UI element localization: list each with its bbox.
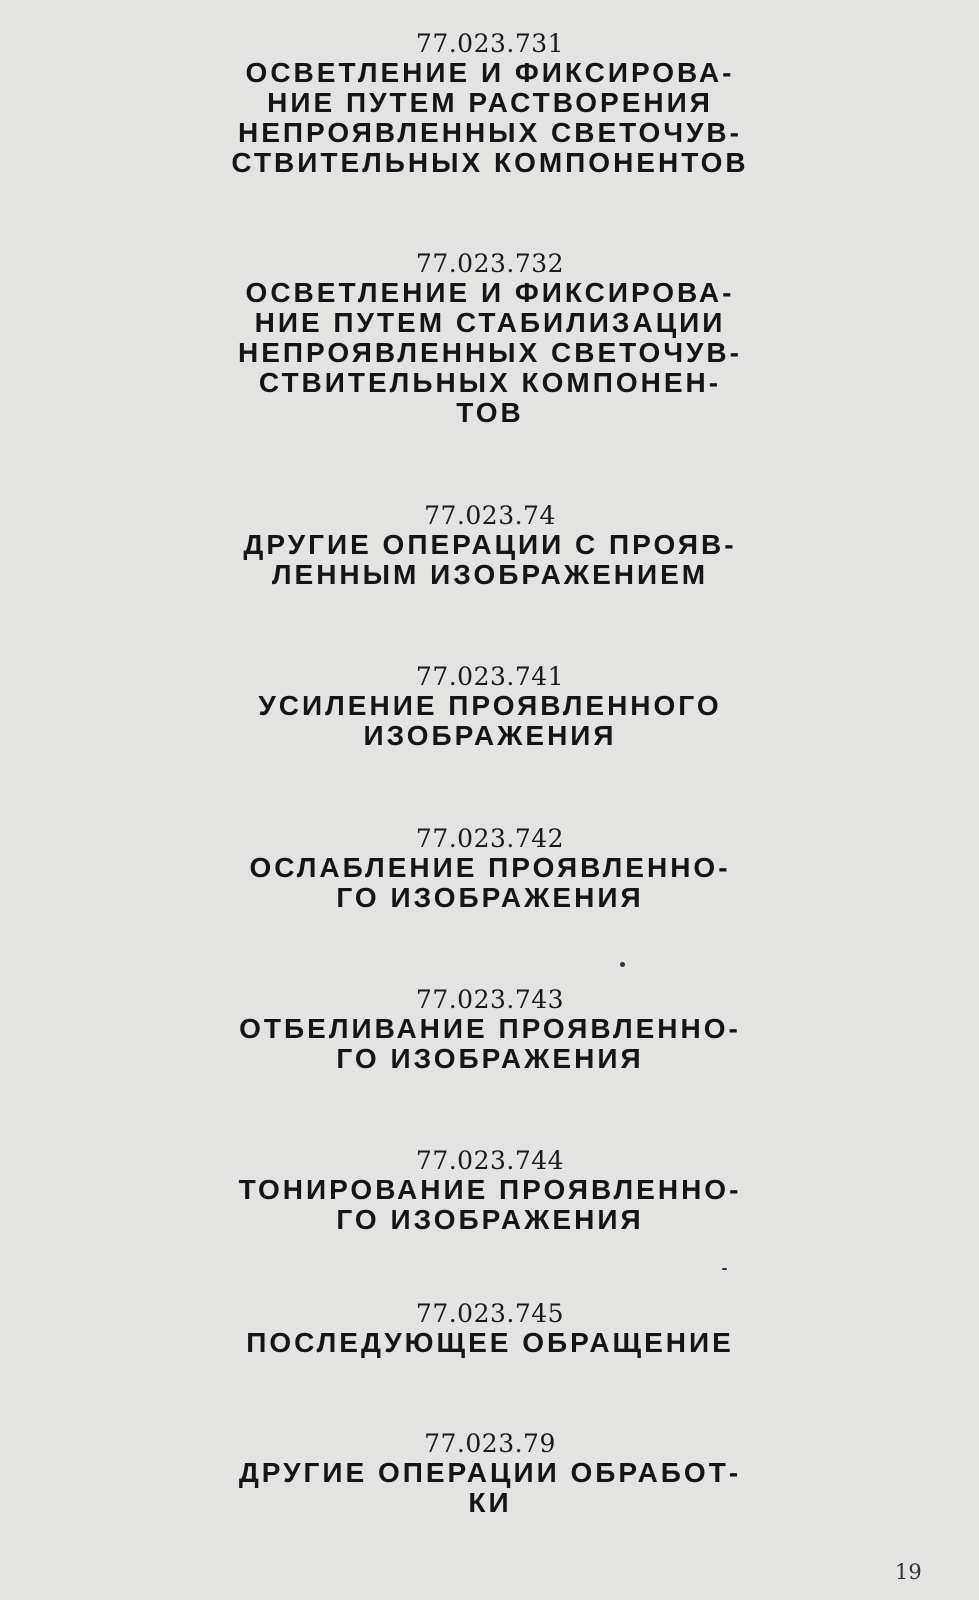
print-speck [722,1268,727,1270]
entry-title-line: ИЗОБРАЖЕНИЯ [363,720,617,751]
entry-title-line: ПОСЛЕДУЮЩЕЕ ОБРАЩЕНИЕ [246,1327,734,1358]
entry-title-line: ГО ИЗОБРАЖЕНИЯ [336,1204,644,1235]
entry-77-023-744 [190,1147,790,1235]
entry-title-line: СТВИТЕЛЬНЫХ КОМПОНЕН- [258,367,722,398]
entry-title-line: НЕПРОЯВЛЕННЫХ СВЕТОЧУВ- [238,337,742,368]
classification-code: 77.023.79 [424,1429,556,1458]
entry-title-line: ДРУГИЕ ОПЕРАЦИИ ОБРАБОТ- [238,1457,742,1488]
classification-code: 77.023.732 [415,249,565,278]
page-number: 19 [895,1560,922,1584]
classification-code: 77.023.731 [415,29,565,58]
classification-code: 77.023.745 [415,1299,565,1328]
entry-77-023-732 [190,250,790,428]
entry-title-line: ЛЕННЫМ ИЗОБРАЖЕНИЕМ [271,559,709,590]
entry-title-line: ОТБЕЛИВАНИЕ ПРОЯВЛЕННО- [239,1013,741,1044]
entry-title-line: ТОНИРОВАНИЕ ПРОЯВЛЕННО- [238,1174,742,1205]
entry-title-line: ДРУГИЕ ОПЕРАЦИИ С ПРОЯВ- [243,529,737,560]
classification-code: 77.023.741 [415,662,565,691]
entry-title-line: ГО ИЗОБРАЖЕНИЯ [336,882,644,913]
entry-77-023-741 [190,663,790,751]
entry-title-line: ГО ИЗОБРАЖЕНИЯ [336,1043,644,1074]
entry-title-line: ОСЛАБЛЕНИЕ ПРОЯВЛЕННО- [249,852,731,883]
entry-title-line: СТВИТЕЛЬНЫХ КОМПОНЕНТОВ [231,147,749,178]
entry-title-line: НИЕ ПУТЕМ СТАБИЛИЗАЦИИ [254,307,726,338]
entry-title-line: УСИЛЕНИЕ ПРОЯВЛЕННОГО [258,690,722,721]
entry-77-023-745 [190,1300,790,1358]
print-speck [620,962,625,967]
classification-code: 77.023.743 [415,985,565,1014]
entry-77-023-743 [190,986,790,1074]
entry-title-line: ОСВЕТЛЕНИЕ И ФИКСИРОВА- [245,57,735,88]
entry-title-line: КИ [468,1487,512,1518]
entry-77-023-74 [190,502,790,590]
classification-code: 77.023.74 [424,501,556,530]
entry-77-023-79 [190,1430,790,1518]
entry-title-line: ТОВ [456,397,524,428]
entry-title-line: НИЕ ПУТЕМ РАСТВОРЕНИЯ [267,87,713,118]
entry-77-023-731 [190,30,790,178]
entry-title-line: НЕПРОЯВЛЕННЫХ СВЕТОЧУВ- [238,117,742,148]
entry-title-line: ОСВЕТЛЕНИЕ И ФИКСИРОВА- [245,277,735,308]
classification-code: 77.023.744 [415,1146,565,1175]
entry-77-023-742 [190,825,790,913]
classification-code: 77.023.742 [415,824,565,853]
